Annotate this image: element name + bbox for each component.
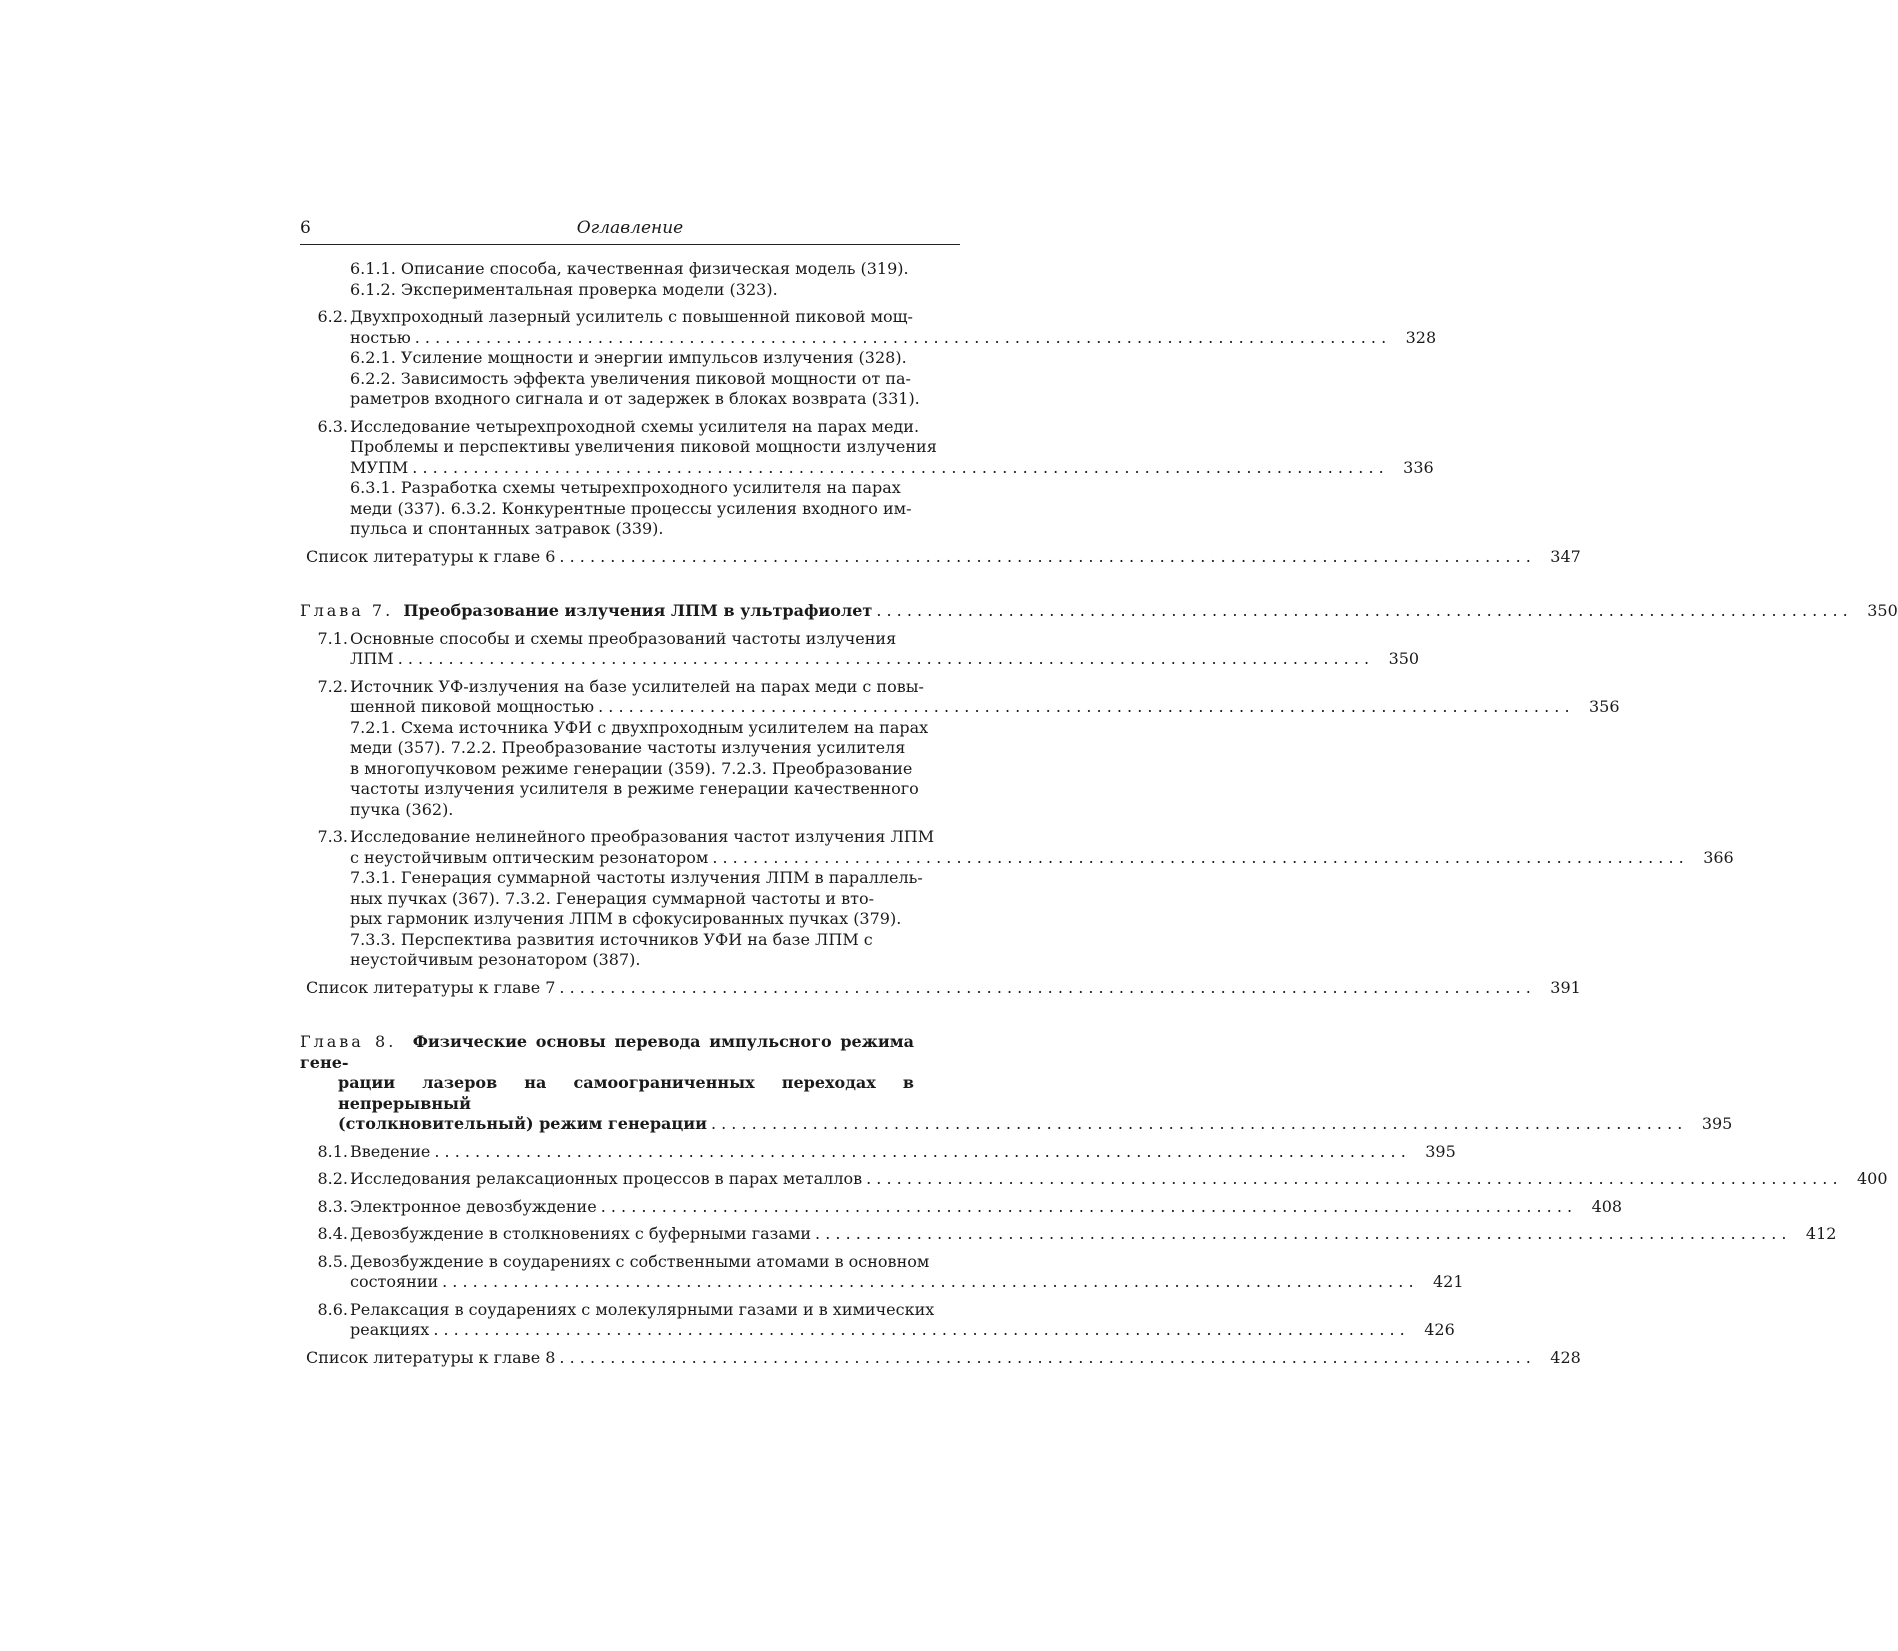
toc-section-7-3 xyxy=(300,827,1734,971)
toc-page-number: 356 xyxy=(1588,697,1620,716)
toc-section-title: Основные способы и схемы преобразований частоты излучения xyxy=(350,628,897,648)
toc-sub-line: меди (337). 6.3.2. Конкурентные процессы усиления входного им- xyxy=(350,498,912,518)
toc-section-title: состоянии xyxy=(350,1272,439,1291)
toc-section-title: Введение xyxy=(350,1141,431,1161)
toc-section-title: Электронное девозбуждение xyxy=(350,1196,597,1216)
toc-sub-line: неустойчивым резонатором (387). xyxy=(350,950,641,969)
toc-section-number: 7.3. xyxy=(317,827,348,846)
toc-section-number: 8.6. xyxy=(317,1299,348,1319)
toc-page-number: 426 xyxy=(1424,1320,1455,1339)
toc-section-number: 8.1. xyxy=(317,1141,348,1161)
chapter-label: Глава 7. xyxy=(300,601,394,620)
toc-sub-line: меди (357). 7.2.2. Преобразование частоты излучения усилителя xyxy=(350,738,906,757)
toc-section-number: 7.2. xyxy=(317,676,348,696)
toc-literature-title: Список литературы к главе 7 xyxy=(306,977,556,997)
toc-sub-line: частоты излучения усилителя в режиме генерации качественного xyxy=(350,779,919,798)
toc-section-number: 8.4. xyxy=(317,1224,348,1243)
toc-section-title: ностью xyxy=(350,327,411,347)
toc-sub-line: рых гармоник излучения ЛПМ в сфокусированных пучках (379). xyxy=(350,909,902,928)
toc-page-number: 391 xyxy=(1550,977,1581,997)
toc-sub-line: 6.2.2. Зависимость эффекта увеличения пиковой мощности от па- xyxy=(350,368,911,388)
page-header xyxy=(300,218,960,245)
toc-section-number: 6.3. xyxy=(317,416,348,436)
page-title: Оглавление xyxy=(576,218,684,238)
toc-section-6-3 xyxy=(300,416,1434,540)
chapter-title: Преобразование излучения ЛПМ в ультрафиолет xyxy=(403,601,873,620)
toc-section-title: Девозбуждение в столкновениях с буферными газами xyxy=(350,1224,812,1243)
chapter-label: Глава 8. xyxy=(300,1032,397,1051)
toc-sub-line: 6.2.1. Усиление мощности и энергии импульсов излучения (328). xyxy=(350,348,907,367)
toc-section-title: МУПМ xyxy=(350,457,409,477)
chapter-title: Физические основы перевода импульсного режима гене- xyxy=(300,1032,915,1072)
table-of-contents xyxy=(300,259,1898,1368)
toc-page-number: 395 xyxy=(1701,1114,1733,1133)
toc-section-6-2 xyxy=(300,307,1437,410)
toc-section-title: Девозбуждение в соударениях с собственными атомами в основном xyxy=(350,1251,930,1271)
toc-literature-title: Список литературы к главе 6 xyxy=(306,546,556,566)
toc-section-title: с неустойчивым оптическим резонатором xyxy=(350,847,709,867)
toc-sub-line: раметров входного сигнала и от задержек в блоках возврата (331). xyxy=(350,389,920,408)
toc-sub-line: в многопучковом режиме генерации (359). 7.2.3. Преобразование xyxy=(350,758,913,778)
toc-section-number: 7.1. xyxy=(317,628,348,648)
toc-sub-line: ных пучках (367). 7.3.2. Генерация суммарной частоты и вто- xyxy=(350,888,874,908)
toc-section-8-5 xyxy=(300,1251,1464,1293)
toc-page-number: 428 xyxy=(1550,1347,1581,1367)
toc-chapter-7 xyxy=(300,601,1898,622)
toc-page-number: 366 xyxy=(1703,847,1734,867)
toc-page xyxy=(300,218,1898,1368)
toc-section-8-6 xyxy=(300,1299,1455,1341)
toc-literature-8 xyxy=(300,1347,1581,1369)
toc-page-number: 350 xyxy=(1388,649,1420,668)
toc-page-number: 328 xyxy=(1405,327,1437,347)
toc-sub-line: пульса и спонтанных затравок (339). xyxy=(350,519,664,538)
toc-section-title: Источник УФ-излучения на базе усилителей на парах меди с повы- xyxy=(350,676,924,696)
chapter-title: (столкновительный) режим генерации xyxy=(338,1114,707,1133)
toc-page-number: 421 xyxy=(1433,1272,1464,1291)
toc-subsection-6-1 xyxy=(300,259,960,300)
toc-literature-7 xyxy=(300,977,1581,999)
toc-sub-line: пучка (362). xyxy=(350,799,454,819)
toc-section-number: 6.2. xyxy=(317,307,348,326)
toc-section-title: Проблемы и перспективы увеличения пиковой мощности излучения xyxy=(350,437,937,456)
toc-section-number: 8.3. xyxy=(317,1196,348,1216)
toc-section-8-2 xyxy=(300,1169,1888,1190)
page-number: 6 xyxy=(300,218,311,238)
toc-section-title: шенной пиковой мощностью xyxy=(350,697,595,716)
toc-literature-6 xyxy=(300,546,1581,568)
toc-section-8-3 xyxy=(300,1196,1623,1218)
toc-sub-line: 6.1.2. Экспериментальная проверка модели (323). xyxy=(350,279,778,299)
toc-section-8-1 xyxy=(300,1141,1456,1163)
toc-sub-line: 6.1.1. Описание способа, качественная физическая модель (319). xyxy=(350,259,909,278)
toc-page-number: 347 xyxy=(1550,546,1581,566)
toc-section-8-4 xyxy=(300,1224,1837,1245)
toc-page-number: 350 xyxy=(1867,601,1898,620)
toc-section-7-1 xyxy=(300,628,1420,670)
toc-section-7-2 xyxy=(300,676,1620,821)
toc-section-number: 8.5. xyxy=(317,1251,348,1271)
toc-section-title: ЛПМ xyxy=(350,649,394,668)
toc-section-title: Исследование нелинейного преобразования частот излучения ЛПМ xyxy=(350,827,935,846)
toc-section-title: Релаксация в соударениях с молекулярными газами и в химических xyxy=(350,1299,935,1319)
toc-page-number: 336 xyxy=(1403,457,1434,477)
toc-section-title: Исследование четырехпроходной схемы усилителя на парах меди. xyxy=(350,416,920,436)
toc-sub-line: 7.3.3. Перспектива развития источников УФИ на базе ЛПМ с xyxy=(350,929,873,949)
toc-sub-line: 7.2.1. Схема источника УФИ с двухпроходным усилителем на парах xyxy=(350,717,929,737)
toc-page-number: 395 xyxy=(1425,1141,1456,1161)
toc-page-number: 412 xyxy=(1805,1224,1837,1243)
toc-page-number: 400 xyxy=(1857,1169,1888,1188)
toc-section-title: реакциях xyxy=(350,1320,430,1339)
toc-section-title: Двухпроходный лазерный усилитель с повышенной пиковой мощ- xyxy=(350,307,913,326)
toc-section-title: Исследования релаксационных процессов в парах металлов xyxy=(350,1169,863,1188)
toc-section-number: 8.2. xyxy=(317,1169,348,1188)
toc-chapter-8 xyxy=(300,1032,1733,1135)
toc-sub-line: 6.3.1. Разработка схемы четырехпроходного усилителя на парах xyxy=(350,478,901,497)
toc-page-number: 408 xyxy=(1591,1196,1623,1216)
toc-literature-title: Список литературы к главе 8 xyxy=(306,1347,556,1367)
chapter-title: рации лазеров на самоограниченных переходах в непрерывный xyxy=(338,1073,914,1113)
toc-sub-line: 7.3.1. Генерация суммарной частоты излучения ЛПМ в параллель- xyxy=(350,868,923,887)
